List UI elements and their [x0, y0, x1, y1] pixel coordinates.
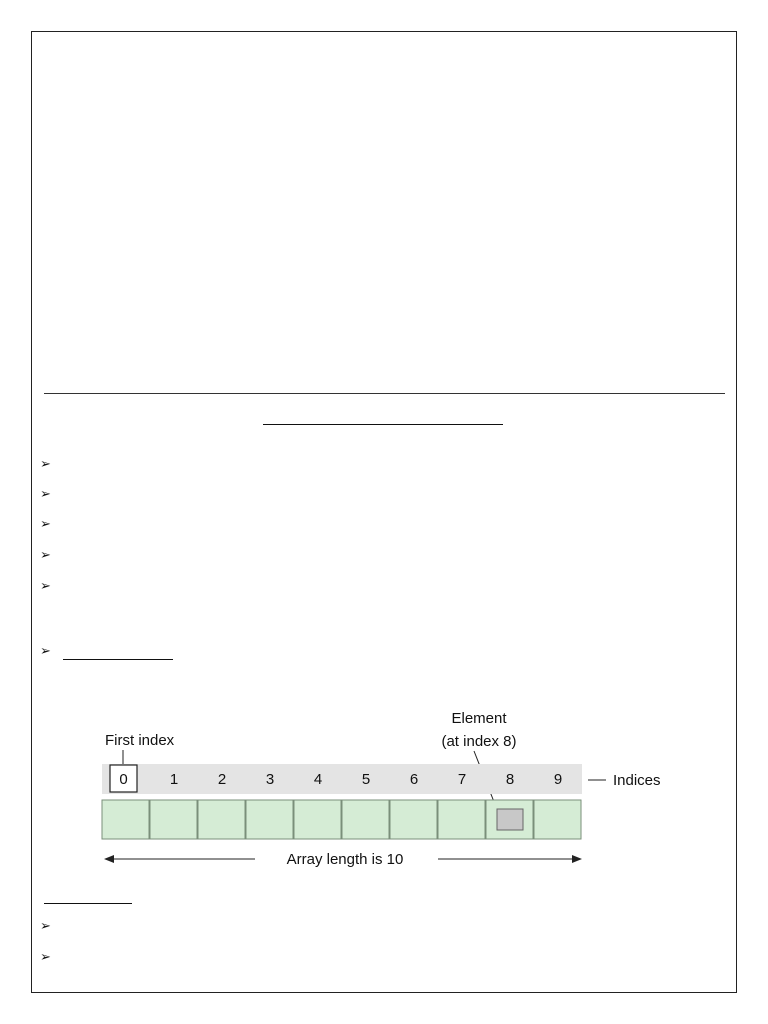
element-label-line2: (at index 8)	[441, 733, 517, 750]
array-cell-0	[102, 800, 149, 839]
index-label-2: 2	[217, 771, 227, 788]
index-label-6: 6	[409, 771, 419, 788]
bullet-2: ➢	[40, 486, 51, 501]
first-index-label: First index	[105, 732, 175, 749]
array-cell-6	[390, 800, 437, 839]
index-label-5: 5	[361, 771, 371, 788]
index-label-9: 9	[553, 771, 563, 788]
bullet-3: ➢	[40, 516, 51, 531]
length-arrowhead-left	[104, 855, 114, 863]
bullet-5: ➢	[40, 578, 51, 593]
blank-section-underline	[44, 903, 132, 904]
array-cell-9	[534, 800, 581, 839]
element-at-index-8	[497, 809, 523, 830]
indices-label: Indices	[613, 772, 661, 789]
index-label-1: 1	[169, 771, 179, 788]
bullet-7: ➢	[40, 918, 51, 933]
array-cell-4	[294, 800, 341, 839]
element-label-line1: Element	[451, 710, 507, 727]
index-label-7: 7	[457, 771, 467, 788]
array-cell-2	[198, 800, 245, 839]
array-cell-5	[342, 800, 389, 839]
bullet-6: ➢	[40, 643, 51, 658]
index-label-8: 8	[505, 771, 515, 788]
length-label: Array length is 10	[286, 851, 404, 868]
array-cell-7	[438, 800, 485, 839]
length-arrowhead-right	[572, 855, 582, 863]
index-label-0: 0	[119, 771, 128, 788]
array-cell-3	[246, 800, 293, 839]
bullet-8: ➢	[40, 949, 51, 964]
index-label-4: 4	[313, 771, 323, 788]
array-cell-1	[150, 800, 197, 839]
bullet-1: ➢	[40, 456, 51, 471]
index-label-3: 3	[265, 771, 275, 788]
bullet-4: ➢	[40, 547, 51, 562]
